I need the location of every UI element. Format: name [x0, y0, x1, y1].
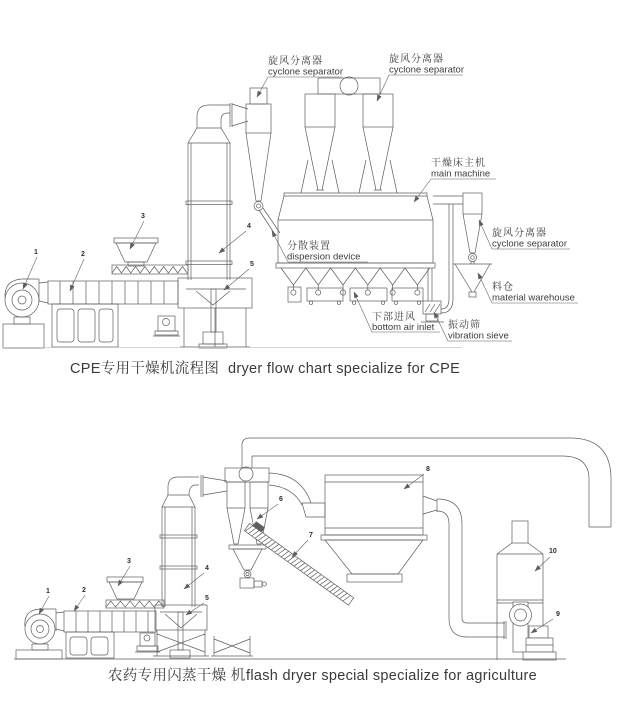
label-cyclone1-en: cyclone separator	[268, 66, 343, 78]
heater-duct-2	[64, 611, 156, 632]
cyclone-to-bagfilter-duct	[269, 473, 325, 517]
flash-dryer-diagram	[14, 438, 611, 684]
callout-b5: 5	[205, 595, 209, 602]
tower-support-frame	[180, 308, 250, 347]
label-cyclone1-zh: 旋风分离器	[268, 56, 323, 67]
label-main-machine-zh: 干燥床主机	[431, 158, 486, 169]
heater-duct	[48, 281, 178, 304]
label-cyclone3-en: cyclone separator	[492, 238, 567, 250]
cyclone-separator-1	[246, 88, 280, 236]
callout-b7: 7	[309, 532, 313, 539]
label-bottom-air-zh: 下部进风	[372, 312, 416, 323]
base-frames-2	[153, 630, 253, 656]
screw-conveyor	[244, 519, 357, 605]
bag-filter	[321, 475, 427, 582]
callout-4: 4	[247, 223, 251, 230]
caption-bottom-zh: 农药专用闪蒸干燥 机	[108, 668, 246, 684]
feed-hopper	[114, 238, 158, 266]
caption-top-zh: CPE专用干燥机流程图	[70, 361, 220, 377]
vibration-sieve	[421, 301, 444, 322]
feed-blower	[3, 279, 48, 348]
label-dispersion-zh: 分散装置	[287, 241, 331, 252]
feed-hopper-2	[107, 577, 143, 599]
cyclone-separator-3	[463, 193, 482, 264]
twin-cyclone-assembly	[301, 77, 397, 193]
callout-b3: 3	[127, 558, 131, 565]
callout-b2: 2	[82, 587, 86, 594]
label-cyclone3-zh: 旋风分离器	[492, 228, 547, 239]
callout-b6: 6	[279, 496, 283, 503]
label-dispersion-en: dispersion device	[287, 251, 361, 263]
flash-tower-elbow	[168, 475, 227, 497]
duct-support-frame-2	[66, 632, 114, 658]
callout-leaders-bottom	[39, 474, 553, 633]
feed-blower-2	[16, 609, 64, 659]
callout-5: 5	[250, 261, 254, 268]
label-warehouse-zh: 料仓	[492, 282, 514, 293]
label-cyclone2-en: cyclone separator	[389, 64, 464, 76]
callout-1: 1	[34, 249, 38, 256]
callout-b1: 1	[46, 588, 50, 595]
bagfilter-outlet-pipe	[423, 496, 506, 639]
cpe-dryer-diagram	[2, 52, 578, 377]
drying-tower	[186, 128, 232, 280]
label-warehouse-en: material warehouse	[492, 292, 575, 304]
agitator-motor-2	[135, 633, 160, 652]
label-cyclone2-zh: 旋风分离器	[389, 54, 444, 65]
caption-top-en: dryer flow chart specialize for CPE	[228, 361, 461, 377]
flash-tower	[160, 495, 197, 607]
callout-b8: 8	[426, 466, 430, 473]
exhaust-fan	[510, 602, 557, 660]
callout-3: 3	[141, 213, 145, 220]
label-sieve-zh: 振动筛	[448, 320, 481, 331]
screw-feeder	[112, 265, 188, 274]
label-main-machine-en: main machine	[431, 168, 491, 180]
duct-support-frame	[52, 304, 118, 347]
caption-bottom-en: flash dryer special specialize for agriculture	[246, 668, 538, 684]
agitator-motor	[153, 316, 180, 336]
callout-b9: 9	[556, 611, 560, 618]
material-warehouse	[453, 264, 492, 297]
callout-b10: 10	[549, 548, 557, 555]
callout-b4: 4	[205, 565, 209, 572]
callout-2: 2	[81, 251, 85, 258]
tower-outlet-elbow	[197, 103, 248, 128]
label-sieve-en: vibration sieve	[448, 330, 509, 342]
label-bottom-air-en: bottom air inlet	[372, 322, 435, 333]
